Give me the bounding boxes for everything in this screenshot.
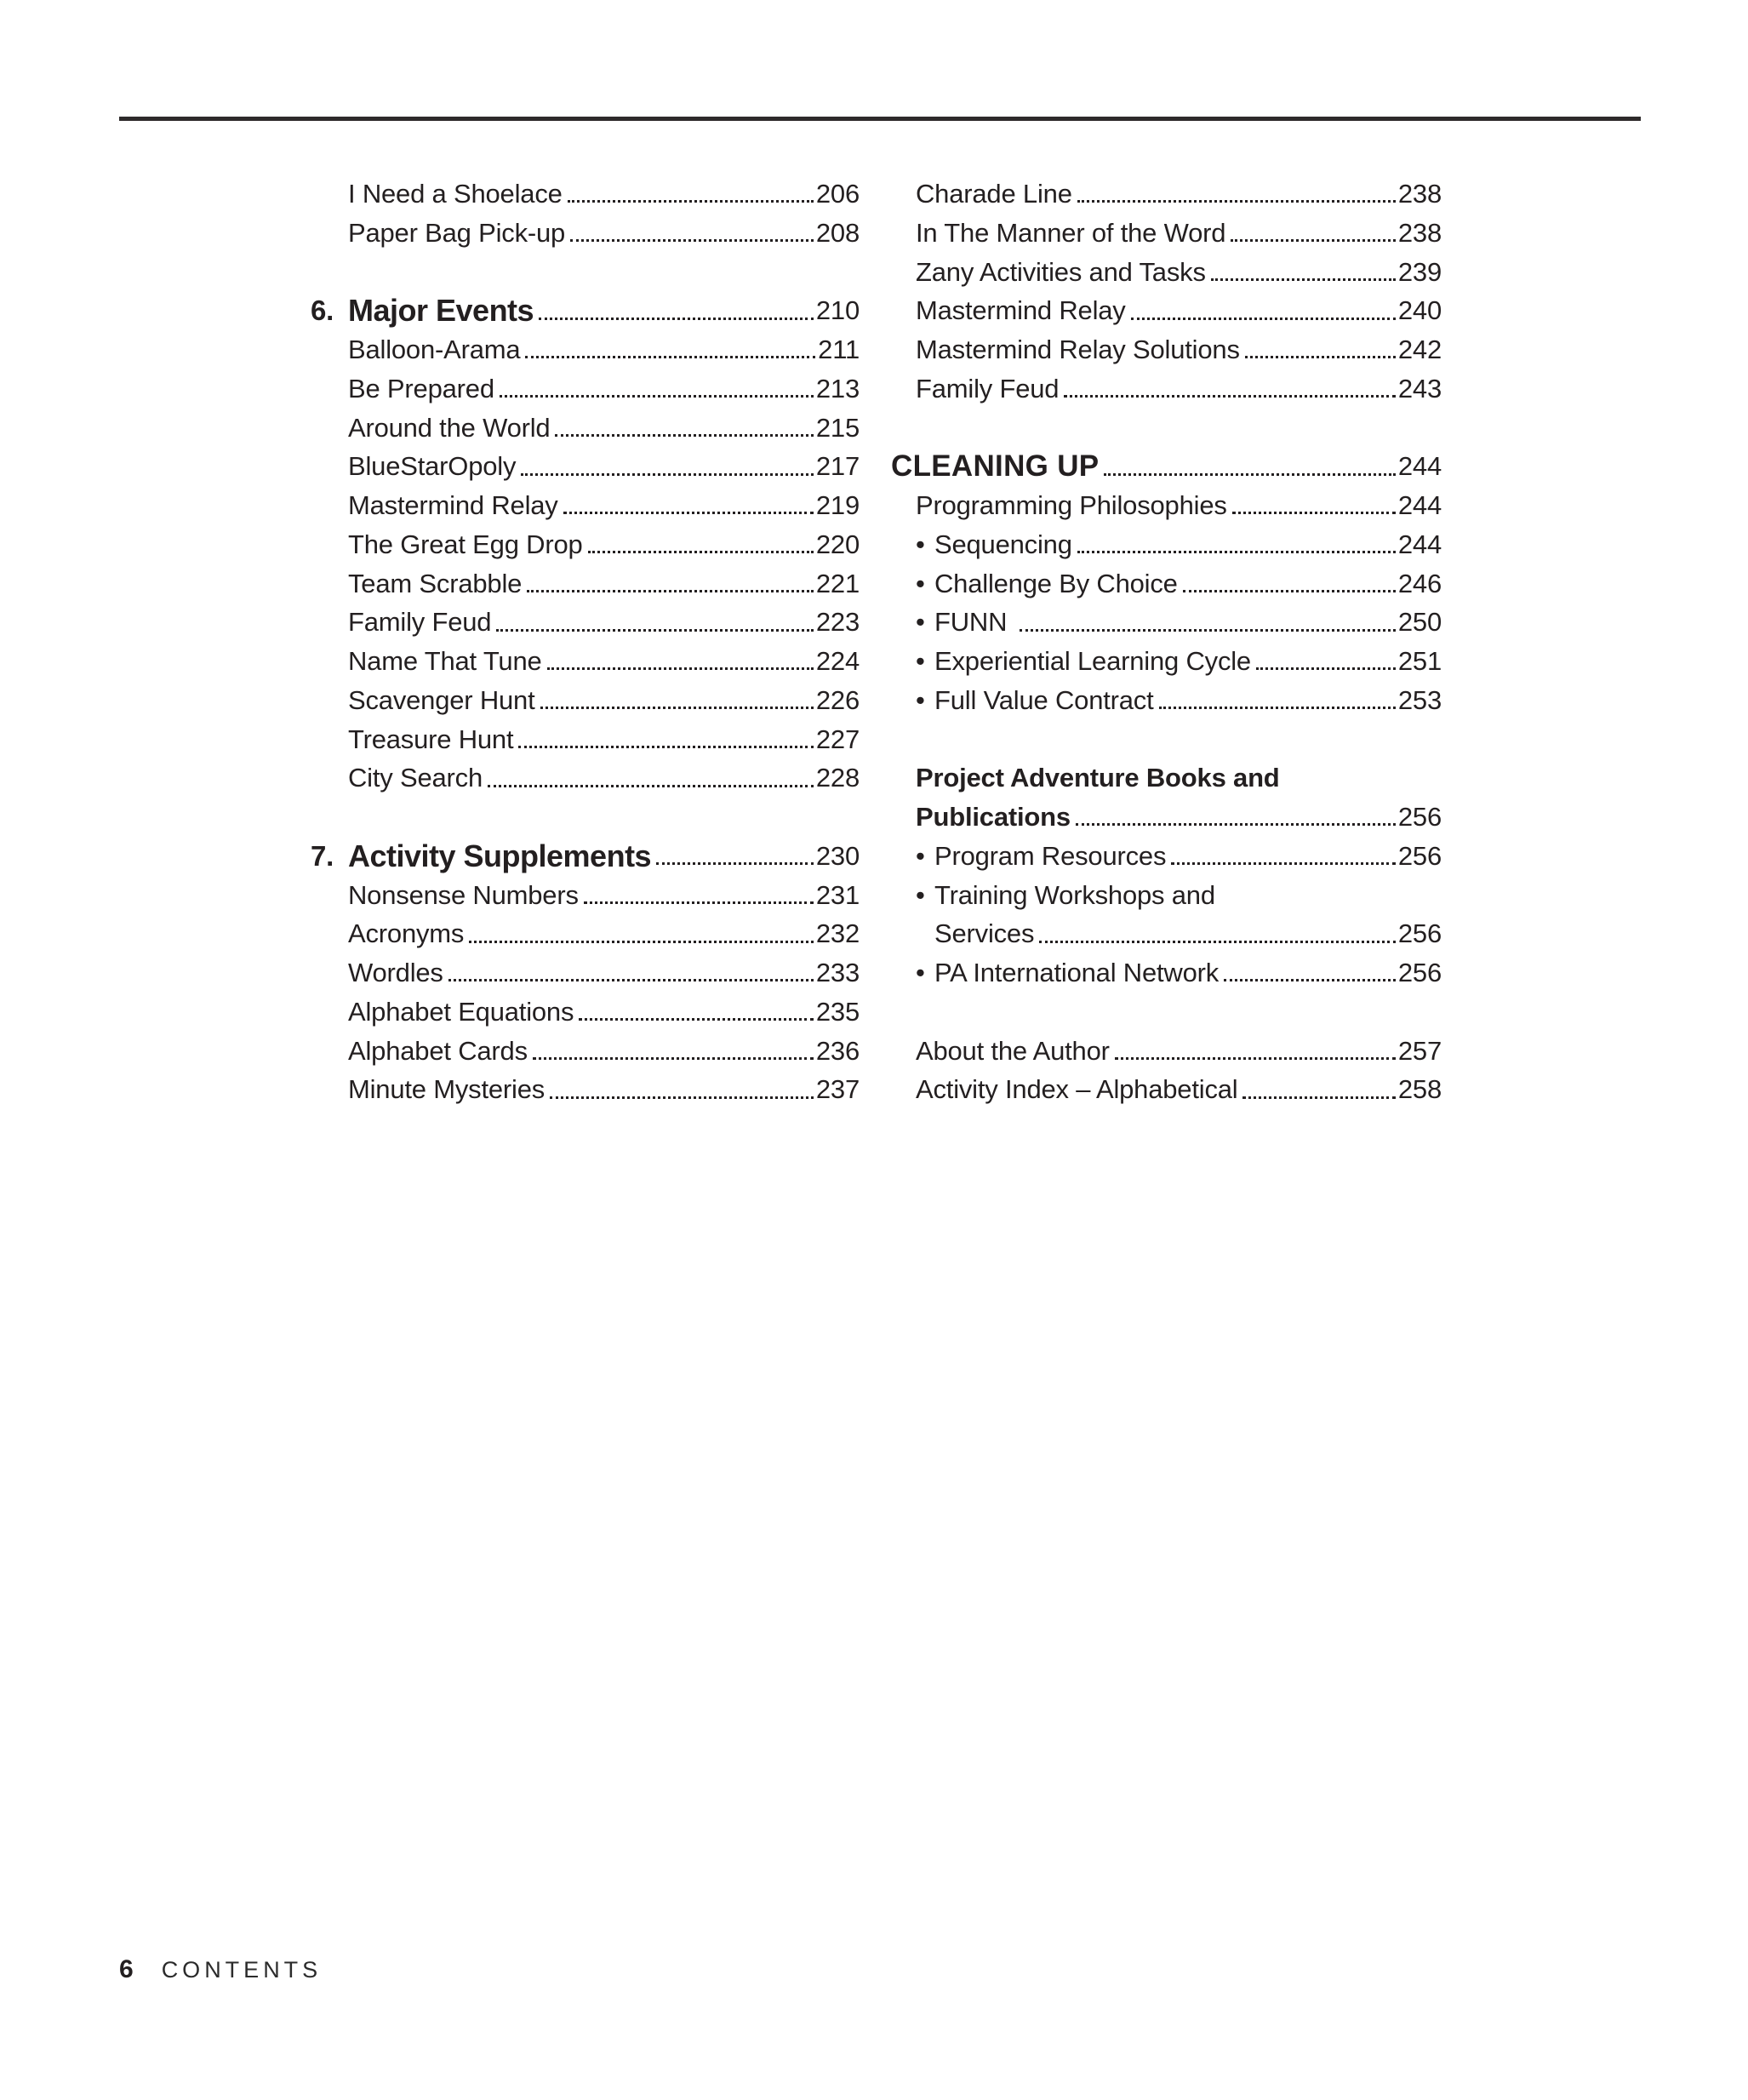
bullet-icon: • (916, 879, 925, 910)
toc-entry-page: 220 (815, 529, 860, 559)
toc-entry (916, 175, 1442, 214)
toc-bullet-entry (916, 603, 1442, 642)
toc-spacer (348, 798, 860, 837)
toc-entry (916, 214, 1442, 253)
toc-entry-page: 206 (815, 179, 860, 209)
toc-entry-label: BlueStarOpoly (348, 451, 517, 482)
toc-bullet-entry (916, 564, 1442, 604)
toc-entry (348, 603, 860, 642)
toc-entry-page: 251 (1397, 646, 1442, 676)
toc-entry-page: 244 (1397, 490, 1442, 520)
toc-entry-page: 244 (1397, 451, 1442, 482)
toc-entry-label: Be Prepared (348, 373, 494, 403)
dot-leader (448, 979, 814, 981)
folio-page-number: 6 (119, 1955, 134, 1983)
toc-entry-page: 211 (818, 335, 860, 364)
dot-leader (1211, 278, 1396, 281)
dot-leader (588, 551, 814, 553)
toc-entry (348, 214, 860, 253)
toc-entry (348, 1070, 860, 1109)
toc-entry-continuation (916, 914, 1442, 953)
toc-entry-page: 210 (815, 295, 860, 326)
toc-entry-label: Programming Philosophies (916, 490, 1227, 520)
toc-entry-label: Nonsense Numbers (348, 879, 579, 910)
bullet-icon: • (916, 646, 925, 676)
dot-leader (656, 862, 814, 865)
bullet-icon: • (916, 568, 925, 598)
toc-entry-label: I Need a Shoelace (348, 179, 563, 209)
toc-entry-label: Full Value Contract (934, 684, 1154, 715)
toc-entry-label: In The Manner of the Word (916, 217, 1226, 248)
toc-entry (348, 642, 860, 681)
toc-entry-page: 213 (815, 373, 860, 403)
toc-entry (916, 1032, 1442, 1071)
dot-leader (1159, 707, 1396, 709)
toc-entry-page: 223 (815, 607, 860, 638)
toc-entry-page: 256 (1397, 840, 1442, 871)
dot-leader (1245, 356, 1396, 358)
toc-entry-label: Challenge By Choice (934, 568, 1178, 598)
toc-entry-page: 224 (815, 646, 860, 676)
toc-entry-page: 256 (1397, 918, 1442, 949)
toc-entry (348, 564, 860, 604)
dot-leader (1064, 395, 1396, 398)
toc-bullet-entry (916, 681, 1442, 720)
toc-entry (916, 330, 1442, 369)
toc-entry (348, 486, 860, 525)
toc-entry-label: Mastermind Relay Solutions (916, 335, 1240, 364)
toc-bullet-entry (916, 876, 1442, 915)
toc-subheading (916, 758, 1442, 798)
toc-entry-page: 236 (815, 1035, 860, 1066)
toc-entry (916, 1070, 1442, 1109)
toc-entry (348, 330, 860, 369)
dot-leader (568, 200, 814, 203)
dot-leader (1171, 862, 1396, 865)
dot-leader (1115, 1057, 1396, 1060)
toc-entry-page: 217 (815, 451, 860, 482)
toc-entry-page: 227 (815, 724, 860, 754)
toc-entry-label: Treasure Hunt (348, 724, 514, 754)
toc-column-left (311, 175, 860, 1109)
toc-subheading (916, 798, 1442, 837)
dot-leader (527, 590, 814, 592)
dot-leader (563, 512, 814, 514)
dot-leader (1224, 979, 1396, 981)
toc-entry (348, 447, 860, 486)
toc-spacer (916, 720, 1442, 759)
toc-entry-page: 256 (1397, 802, 1442, 832)
toc-entry (348, 175, 860, 214)
toc-part-header (891, 447, 1442, 486)
toc-entry-label: Paper Bag Pick-up (348, 217, 566, 248)
toc-entry-page: 250 (1397, 607, 1442, 638)
bullet-icon: • (916, 958, 925, 987)
toc-entry-label: Team Scrabble (348, 568, 523, 598)
toc-section-number: 7. (311, 839, 334, 872)
toc-bullet-entry (916, 953, 1442, 993)
toc-entry-label: CLEANING UP (891, 449, 1100, 484)
dot-leader (1232, 512, 1396, 514)
dot-leader (1039, 941, 1396, 943)
toc-spacer (916, 993, 1442, 1032)
dot-leader (550, 1096, 814, 1099)
toc-entry-label: Around the World (348, 412, 551, 443)
toc-entry-page: 232 (815, 918, 860, 949)
toc-entry-page: 208 (815, 217, 860, 248)
toc-entry (348, 525, 860, 564)
toc-entry-page: 221 (815, 568, 860, 598)
dot-leader (1256, 667, 1396, 670)
toc-bullet-entry (916, 642, 1442, 681)
toc-entry (348, 876, 860, 915)
toc-entry-label: Mastermind Relay (916, 295, 1126, 326)
toc-entry-label: Sequencing (934, 529, 1072, 559)
toc-entry-page: 258 (1397, 1074, 1442, 1105)
dot-leader (539, 318, 814, 320)
dot-leader (518, 746, 813, 748)
bullet-icon: • (916, 684, 925, 715)
dot-leader (469, 941, 814, 943)
dot-leader (1076, 823, 1396, 826)
bullet-icon: • (916, 529, 925, 559)
toc-entry-page: 215 (815, 412, 860, 443)
toc-entry-page: 244 (1397, 529, 1442, 559)
toc-entry (348, 993, 860, 1032)
toc-entry-label: Family Feud (916, 373, 1060, 403)
toc-entry (348, 681, 860, 720)
toc-entry-page: 246 (1397, 568, 1442, 598)
dot-leader (1231, 239, 1396, 242)
toc-entry (348, 369, 860, 409)
toc-entry-label: Charade Line (916, 179, 1072, 209)
toc-entry-label: Wordles (348, 958, 443, 987)
dot-leader (1131, 318, 1396, 320)
toc-entry-label: Training Workshops and (934, 879, 1215, 910)
toc-entry-page: 257 (1397, 1035, 1442, 1066)
toc-entry-label: Scavenger Hunt (348, 684, 535, 715)
toc-entry (916, 291, 1442, 330)
toc-entry-label: Alphabet Equations (348, 996, 574, 1027)
dot-leader (1077, 551, 1396, 553)
dot-leader (1104, 473, 1395, 476)
toc-entry-label: Mastermind Relay (348, 490, 558, 520)
toc-spacer (348, 253, 860, 292)
toc-entry-label: Major Events (348, 293, 534, 329)
toc-section-header (311, 837, 860, 876)
toc-entry-page: 228 (815, 763, 860, 793)
dot-leader (584, 901, 814, 904)
toc-entry-page: 243 (1397, 373, 1442, 403)
toc-section-number: 6. (311, 295, 334, 327)
toc-entry-page: 233 (815, 958, 860, 987)
bullet-icon: • (916, 607, 925, 638)
toc-entry-page: 219 (815, 490, 860, 520)
toc-entry-page: 256 (1397, 958, 1442, 987)
header-rule (119, 117, 1641, 121)
toc-entry-page: 242 (1397, 335, 1442, 364)
dot-leader (1242, 1096, 1395, 1099)
toc-entry-label: FUNN (934, 607, 1014, 638)
dot-leader (547, 667, 814, 670)
dot-leader (1183, 590, 1396, 592)
toc-entry-label: Family Feud (348, 607, 492, 638)
toc-entry-page: 237 (815, 1074, 860, 1105)
dot-leader (533, 1057, 814, 1060)
toc-entry (348, 758, 860, 798)
dot-leader (1077, 200, 1396, 203)
toc-entry-label: Services (934, 918, 1035, 949)
toc-bullet-entry (916, 837, 1442, 876)
toc-entry-label: Activity Index – Alphabetical (916, 1074, 1238, 1105)
toc-entry (348, 409, 860, 448)
toc-entry-page: 239 (1397, 256, 1442, 287)
toc-entry (348, 914, 860, 953)
toc-entry-label: Zany Activities and Tasks (916, 256, 1206, 287)
toc-bullet-entry (916, 525, 1442, 564)
toc-entry-label: Balloon-Arama (348, 335, 521, 364)
toc-entry-page: 230 (815, 840, 860, 871)
toc-entry-label: Project Adventure Books and (916, 763, 1280, 793)
toc-entry-label: Acronyms (348, 918, 465, 949)
toc-entry-page: 226 (815, 684, 860, 715)
bullet-icon: • (916, 840, 925, 871)
dot-leader (555, 434, 813, 437)
toc-entry (916, 253, 1442, 292)
toc-entry-label: Alphabet Cards (348, 1035, 528, 1066)
dot-leader (496, 629, 814, 632)
toc-entry-page: 238 (1397, 179, 1442, 209)
toc-entry-label: Program Resources (934, 840, 1167, 871)
toc-entry-label: PA International Network (934, 958, 1220, 987)
toc-entry-page: 240 (1397, 295, 1442, 326)
page-footer (119, 1955, 322, 1984)
dot-leader (1020, 629, 1396, 632)
toc-entry (348, 1032, 860, 1071)
dot-leader (500, 395, 814, 398)
toc-entry (348, 953, 860, 993)
toc-column-right (891, 175, 1442, 1109)
dot-leader (525, 356, 815, 358)
toc-entry-label: Publications (916, 802, 1071, 832)
toc-entry-label: Name That Tune (348, 646, 542, 676)
toc-entry-page: 253 (1397, 684, 1442, 715)
toc-entry-label: About the Author (916, 1035, 1110, 1066)
footer-contents-label: CONTENTS (161, 1957, 323, 1983)
toc-entry-page: 231 (815, 879, 860, 910)
dot-leader (488, 785, 814, 787)
toc-entry (348, 720, 860, 759)
toc-entry (916, 369, 1442, 409)
dot-leader (540, 707, 814, 709)
toc-entry-label: Experiential Learning Cycle (934, 646, 1251, 676)
toc-entry-label: Activity Supplements (348, 838, 652, 873)
dot-leader (521, 473, 814, 476)
toc-section-header (311, 291, 860, 330)
toc-entry-page: 235 (815, 996, 860, 1027)
toc-entry-label: The Great Egg Drop (348, 529, 583, 559)
toc-entry-page: 238 (1397, 217, 1442, 248)
toc-spacer (916, 409, 1442, 448)
toc-entry (916, 486, 1442, 525)
toc-entry-label: City Search (348, 763, 483, 793)
dot-leader (570, 239, 814, 242)
toc-entry-label: Minute Mysteries (348, 1074, 546, 1105)
dot-leader (579, 1018, 814, 1021)
